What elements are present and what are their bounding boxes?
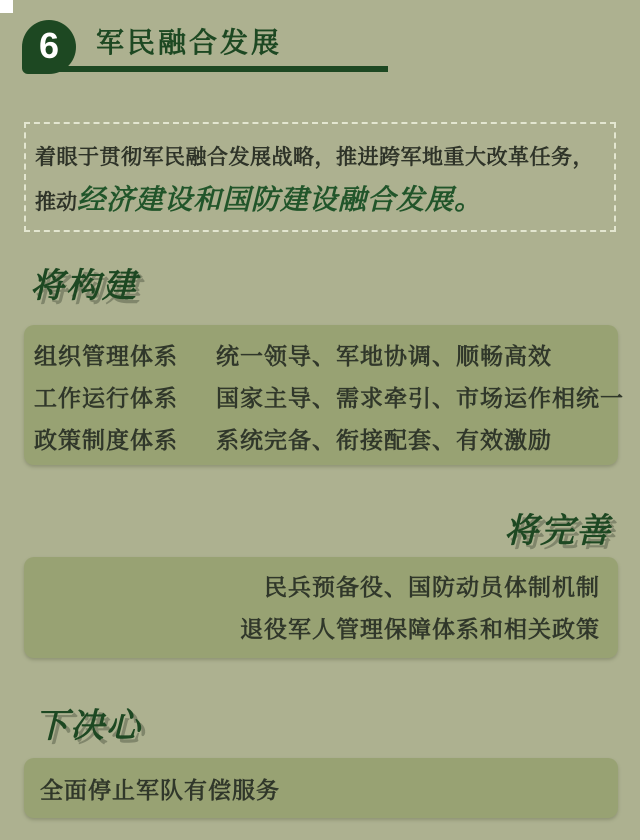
page-title: 军民融合发展	[96, 27, 283, 58]
intro-line-2	[35, 178, 606, 227]
intro-box	[24, 122, 616, 232]
table-row	[34, 333, 618, 375]
top-left-corner-patch	[0, 0, 13, 13]
table-row	[34, 417, 618, 459]
improve-line-1: 民兵预备役、国防动员体制机制	[264, 574, 600, 600]
build-systems-panel	[24, 325, 624, 465]
intro-line-1: 着眼于贯彻军民融合发展战略，推进跨军地重大改革任务，	[35, 146, 594, 169]
intro-line-2-emphasis: 经济建设和国防建设融合发展。	[77, 184, 484, 215]
heading-build: 将构建	[30, 267, 138, 305]
system-description: 国家主导、需求牵引、市场运作相统一	[216, 384, 624, 411]
system-description: 系统完备、衔接配套、有效激励	[216, 426, 552, 453]
system-label: 工作运行体系	[34, 384, 178, 411]
heading-resolve: 下决心	[34, 707, 142, 745]
improve-line-2: 退役军人管理保障体系和相关政策	[240, 616, 600, 642]
improve-panel	[24, 557, 618, 658]
table-row	[34, 375, 624, 417]
resolve-line: 全面停止军队有偿服务	[40, 776, 280, 803]
system-description: 统一领导、军地协调、顺畅高效	[216, 342, 552, 369]
system-label: 组织管理体系	[34, 342, 178, 369]
section-number: 6	[38, 25, 60, 66]
resolve-panel	[24, 758, 618, 818]
intro-line-2-prefix: 推动	[35, 191, 77, 214]
heading-improve: 将完善	[504, 512, 612, 550]
title-underline	[58, 66, 388, 72]
system-label: 政策制度体系	[34, 426, 178, 453]
